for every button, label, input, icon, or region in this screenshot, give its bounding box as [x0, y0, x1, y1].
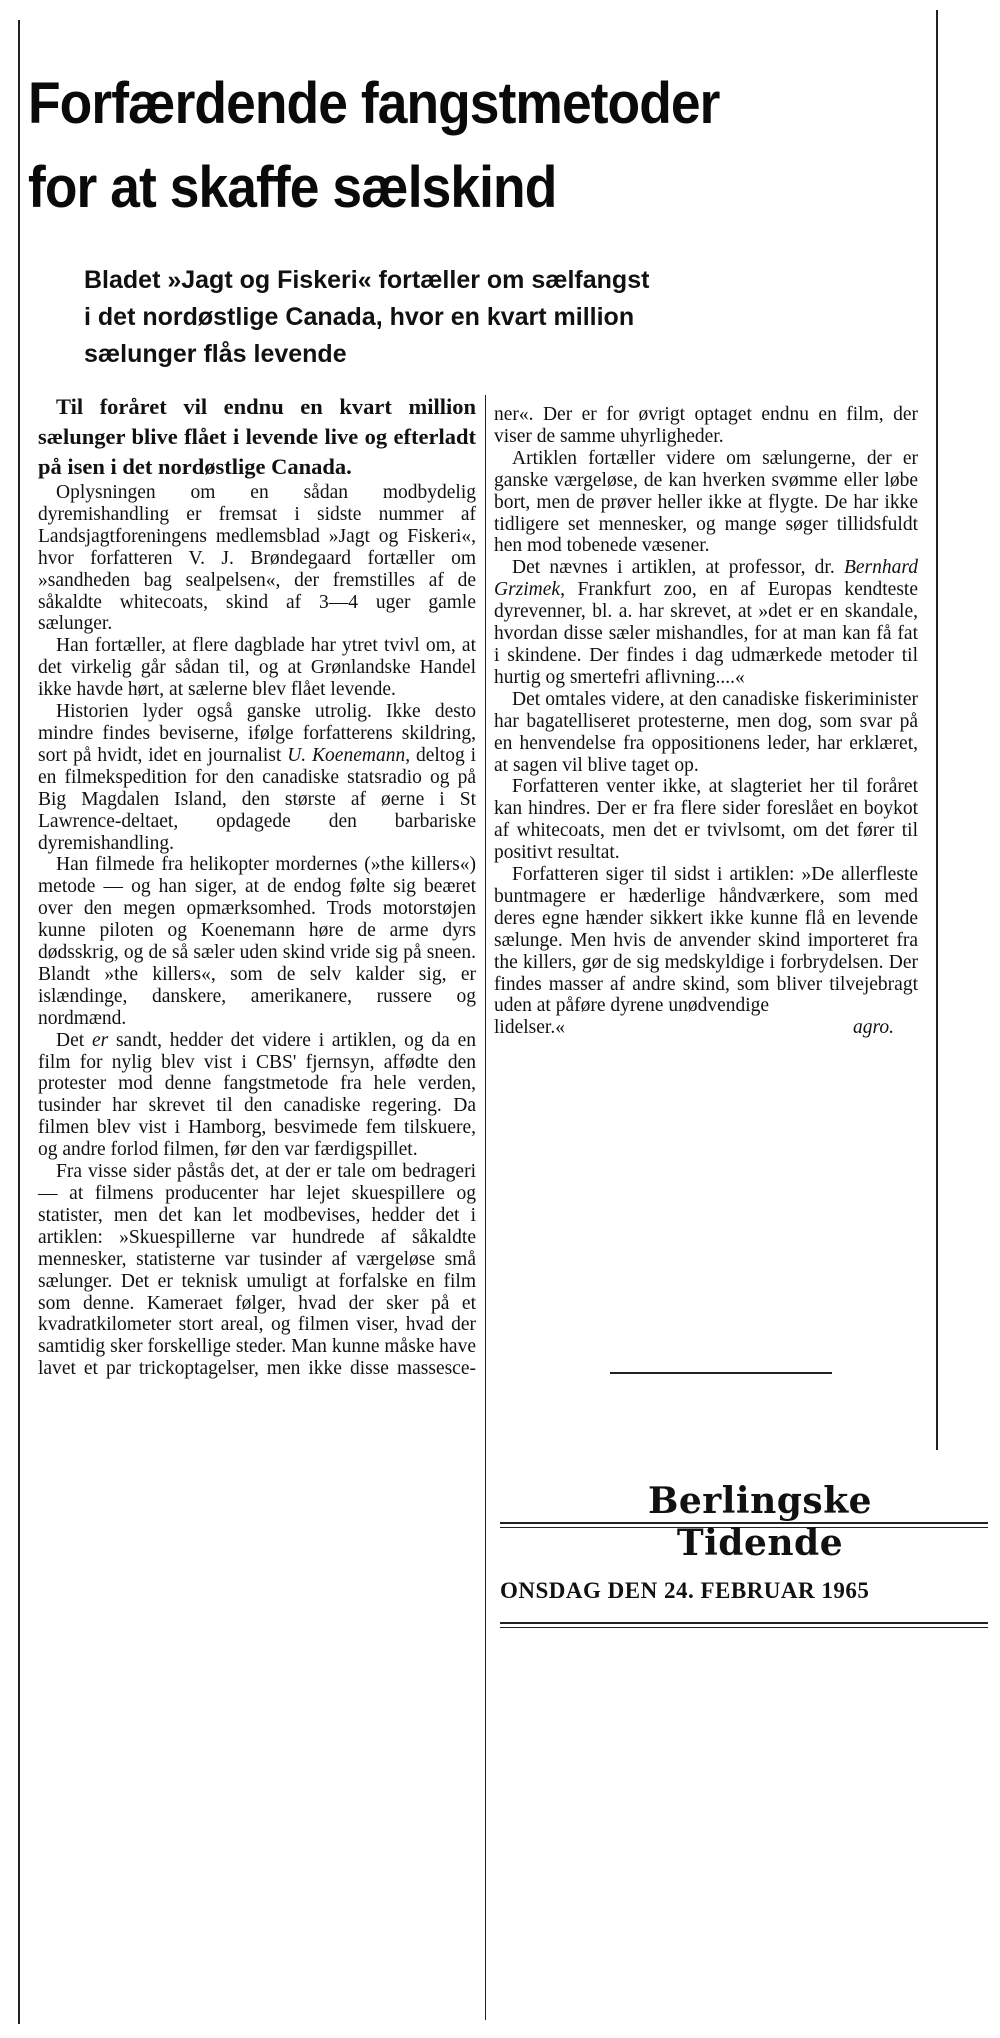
subheadline-line-3: sælunger flås levende — [84, 340, 347, 368]
article-paragraph: Han fortæller, at flere dagblade har ytret tvivl om, at det virkelig går sådan til, og at Grønlandske Handel ikke havde hørt, at sælerne blev flået levende. — [38, 635, 476, 701]
article-paragraph: Fra visse sider påstås det, at der er tale om bedrageri — at filmens producenter har lejet skuespillere og statister, men det kan let modbevises, hedder det i artiklen: »Skuespillerne var hundrede af såkaldte mennesker, statisterne var tusinder af værgeløse små sælunger. Det er teknisk umuligt at forfalske en film som denne. Kameraet følger, hvad der sker på et kvadratkilometer stort areal, og filmen viser, hvad der samtidig sker forskellige steder. Man kunne måske have lavet et par trickoptagelser, men ikke disse massesce- — [38, 1161, 476, 1380]
subheadline — [84, 262, 904, 373]
publication-dateline: ONSDAG DEN 24. FEBRUAR 1965 — [500, 1578, 870, 1603]
page-border-left — [18, 20, 20, 2024]
author-signature: agro. — [853, 1017, 894, 1039]
article-paragraph: Det omtales videre, at den canadiske fiskeriminister har bagatelliseret protesterne, men dog, som svar på en henvendelse fra oppositionens leder, har erklæret, at sagen vil blive taget op. — [494, 688, 918, 776]
article-paragraph: Det nævnes i artiklen, at professor, dr. Bernhard Grzimek, Frankfurt zoo, en af Europas kendteste dyrevenner, bl. a. har skrevet, at »det er en skandale, hvordan disse sæler mishandles, for at man kan få fat i skindene. Der findes i dag udmærkede metoder til hurtig og smertefri aflivning....« — [494, 557, 918, 688]
article-paragraph-end: lidelser.« — [494, 1017, 565, 1039]
subheadline-line-2: i det nordøstlige Canada, hvor en kvart million — [84, 303, 635, 331]
article-paragraph: Artiklen fortæller videre om sælungerne, der er ganske værgeløse, de kan hverken svømme eller løbe bort, men de prøver heller ikke at flygte. De har ikke tidligere set mennesker, og mange søger tillidsfuldt hen mod tobenede væsener. — [494, 447, 918, 557]
dateline-rule-bottom-thin — [500, 1627, 988, 1628]
article-end-rule — [610, 1372, 832, 1374]
dateline-rule-bottom — [500, 1622, 988, 1624]
person-name: Bernhard Grzimek — [494, 557, 918, 601]
headline — [28, 62, 856, 230]
page-border-right — [936, 10, 938, 1450]
article-paragraph: Det er sandt, hedder det videre i artiklen, og da en film for nylig blev vist i CBS' fjernsyn, affødte den protester mod denne fangstmetode fra hele verden, tusinder har skrevet til den canadiske regering. Da filmen blev vist i Hamborg, besvimede fem tilskuere, og andre forlod filmen, før den var færdigspillet. — [38, 1029, 476, 1161]
person-name: U. Koenemann — [287, 744, 406, 766]
article-paragraph: Han filmede fra helikopter mordernes (»the killers«) metode — og han siger, at de endog følte sig beæret over den megen opmærksomhed. Trods motorstøjen kunne piloten og Koenemann høre de arme dyrs dødsskrig, og de så sæler uden skind vride sig på sneen. Blandt »the killers«, som de selv kalder sig, er islændinge, danskere, amerikanere, russere og nordmænd. — [38, 854, 476, 1029]
article-column-right — [494, 404, 918, 1039]
headline-line-2: for at skaffe sælskind — [28, 155, 557, 220]
article-lead: Til foråret vil endnu en kvart million sælunger blive flået i levende live og efterladt på isen i det nordøstlige Canada. — [38, 394, 476, 479]
article-ending — [494, 1017, 918, 1039]
subheadline-line-1: Bladet »Jagt og Fiskeri« fortæller om sælfangst — [84, 266, 650, 294]
newspaper-masthead: Berlingske Tidende — [647, 1480, 873, 1564]
article-column-left — [38, 392, 476, 1380]
article-paragraph: Forfatteren siger til sidst i artiklen: »De allerfleste buntmagere er hæderlige håndværkere, som med deres egne hænder sikkert ikke kunne flå en levende sælunge. Men hvis de anvender skind importeret fra the killers, gør de sig medskyldige i forbrydelsen. Der findes masser af andre skind, som bliver tilvejebragt uden at påføre dyrene unødvendige — [494, 864, 918, 1017]
article-paragraph: ner«. Der er for øvrigt optaget endnu en film, der viser de samme uhyrligheder. — [494, 404, 918, 447]
headline-line-1: Forfærdende fangstmetoder — [28, 71, 720, 136]
column-rule — [485, 395, 486, 2020]
article-paragraph: Historien lyder også ganske utrolig. Ikke desto mindre findes beviserne, ifølge forfatterens skildring, sort på hvidt, idet en journalist U. Koenemann, deltog i en filmekspedition for den canadiske statsradio og på Big Magdalen Island, den største af øerne i St Lawrence-deltaet, opdagede den barbariske dyremishandling. — [38, 701, 476, 854]
article-paragraph: Oplysningen om en sådan modbydelig dyremishandling er fremsat i sidste nummer af Landsjagtforeningens medlemsblad »Jagt og Fiskeri«, hvor forfatteren V. J. Brøndegaard fortæller om »sandheden bag sealpelsen«, der fremstilles af de såkaldte whitecoats, skind af 3—4 uger gamle sælunger. — [38, 482, 476, 635]
article-paragraph: Forfatteren venter ikke, at slagteriet her til foråret kan hindres. Der er fra flere sider foreslået en boykot af whitecoats, men det er tvivlsomt, om det fører til positivt resultat. — [494, 776, 918, 864]
